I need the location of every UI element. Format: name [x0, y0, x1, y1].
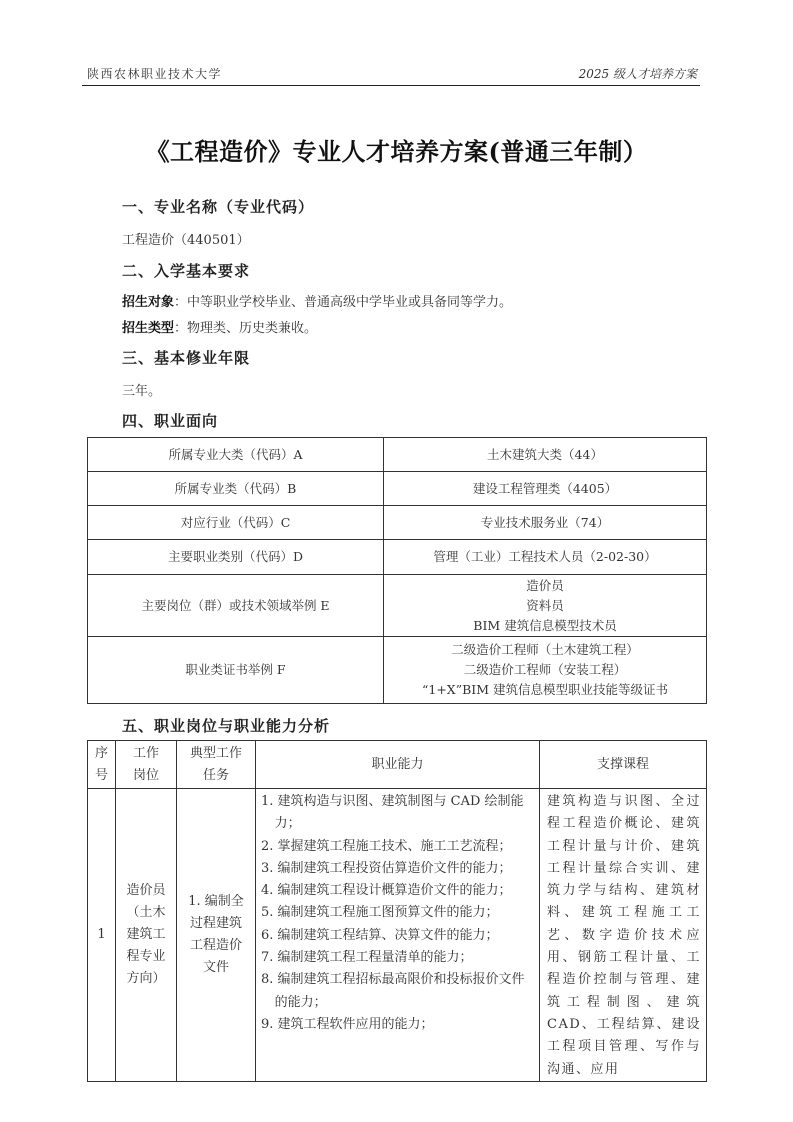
table-row [88, 540, 707, 575]
row-label: 所属专业大类（代码）A [88, 438, 384, 472]
row-value-list: 二级造价工程师（土木建筑工程） 二级造价工程师（安装工程） “1+X”BIM 建筑信息模型职业技能等级证书 [384, 637, 707, 704]
table-row [88, 637, 707, 704]
table-row [88, 438, 707, 472]
row-label: 所属专业类（代码）B [88, 472, 384, 506]
section-3-heading: 三、基本修业年限 [122, 349, 251, 367]
table-row [88, 789, 707, 1082]
section-4-heading: 四、职业面向 [122, 412, 219, 430]
ability-item: 5. 编制建筑工程施工图预算文件的能力； [261, 905, 499, 921]
document-title: 《工程造价》专业人才培养方案(普通三年制） [145, 137, 648, 166]
enrollment-target-label: 招生对象 [122, 295, 175, 310]
ability-item: 6. 编制建筑工程结算、决算文件的能力； [261, 927, 499, 943]
row-value: 土木建筑大类（44） [384, 438, 707, 472]
enrollment-type: 招生类型：物理类、历史类兼收。 [122, 321, 318, 336]
row-task: 1. 编制全 过程建筑 工程造价 文件 [177, 789, 256, 1082]
institution-name: 陕西农林职业技术大学 [87, 67, 223, 81]
ability-item: 9. 建筑工程软件应用的能力； [261, 1016, 434, 1032]
row-post: 造价员 （土木 建筑工 程专业 方向） [116, 789, 177, 1082]
ability-item: 8. 编制建筑工程招标最高限价和投标报价文件的能力； [261, 972, 525, 1010]
header-courses: 支撑课程 [540, 741, 707, 789]
row-courses: 建筑构造与识图、全过程工程造价概论、建筑工程计量与计价、建筑工程计量综合实训、建筑力学与结构、建筑材料、建筑工程施工工艺、数字造价技术应用、钢筋工程计量、工程造价控制与管理、建筑工程制图、建筑 CAD、工程结算、建设工程项目管理、写作与沟通、应用 [540, 789, 707, 1082]
section-2-heading: 二、入学基本要求 [122, 262, 251, 280]
enrollment-target: 招生对象：中等职业学校毕业、普通高级中学毕业或具备同等学力。 [122, 295, 513, 310]
row-label: 主要岗位（群）或技术领域举例 E [88, 575, 384, 637]
plan-label: 2025 级人才培养方案 [578, 67, 697, 81]
major-name-code: 工程造价（440501） [122, 233, 250, 248]
header-post: 工作 岗位 [116, 741, 177, 789]
header-no: 序 号 [88, 741, 116, 789]
section-5-heading: 五、职业岗位与职业能力分析 [122, 717, 331, 735]
job-ability-table [87, 740, 707, 1082]
row-label: 职业类证书举例 F [88, 637, 384, 704]
table-row [88, 575, 707, 637]
study-duration: 三年。 [122, 384, 162, 399]
ability-item: 3. 编制建筑工程投资估算造价文件的能力； [261, 860, 512, 876]
enrollment-target-text: 中等职业学校毕业、普通高级中学毕业或具备同等学力。 [187, 295, 513, 310]
ability-item: 1. 建筑构造与识图、建筑制图与 CAD 绘制能力； [261, 794, 524, 832]
career-orientation-table [87, 437, 707, 704]
section-1-heading: 一、专业名称（专业代码） [122, 198, 315, 216]
row-label: 对应行业（代码）C [88, 506, 384, 540]
table-header-row [88, 741, 707, 789]
table-row [88, 472, 707, 506]
row-value-list: 造价员 资料员 BIM 建筑信息模型技术员 [384, 575, 707, 637]
ability-item: 4. 编制建筑工程设计概算造价文件的能力； [261, 883, 512, 899]
table-row [88, 506, 707, 540]
header-ability: 职业能力 [256, 741, 540, 789]
enrollment-type-text: 物理类、历史类兼收。 [187, 321, 318, 336]
row-value: 管理（工业）工程技术人员（2-02-30） [384, 540, 707, 575]
ability-item: 2. 掌握建筑工程施工技术、施工工艺流程； [261, 838, 512, 854]
row-label: 主要职业类别（代码）D [88, 540, 384, 575]
row-no: 1 [88, 789, 116, 1082]
enrollment-type-label: 招生类型 [122, 321, 175, 336]
row-value: 建设工程管理类（4405） [384, 472, 707, 506]
row-value: 专业技术服务业（74） [384, 506, 707, 540]
header-task: 典型工作 任务 [177, 741, 256, 789]
header-divider [82, 85, 700, 86]
row-abilities [256, 789, 540, 1082]
ability-item: 7. 编制建筑工程工程量清单的能力； [261, 950, 473, 966]
